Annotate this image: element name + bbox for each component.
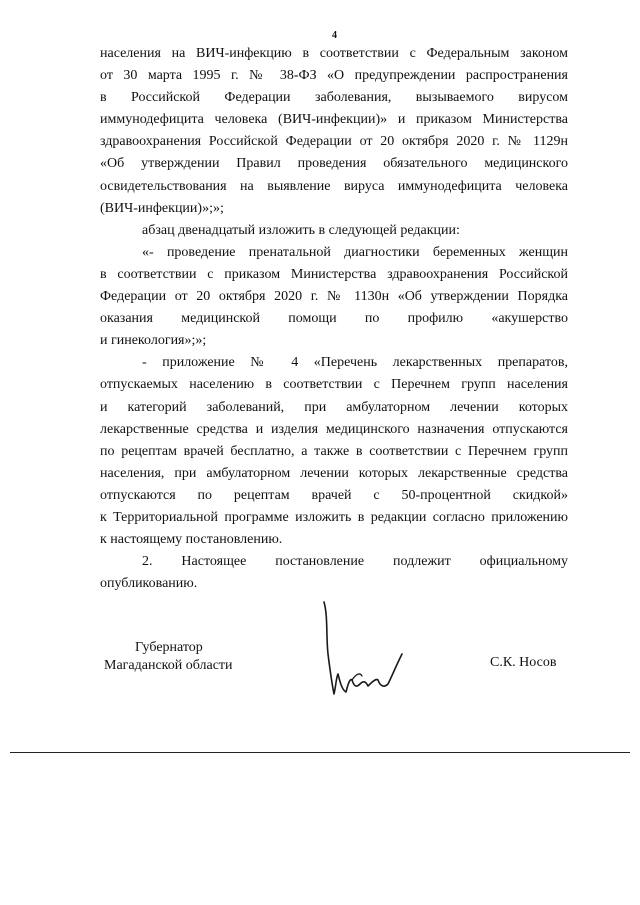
text-line: «Об утверждении Правил проведения обязательного медицинского [100,156,568,172]
text-line: «- проведение пренатальной диагностики беременных женщин [142,244,568,260]
text-line: к Территориальной программе изложить в редакции согласно приложению [100,509,568,525]
text-line: отпускаемых населению в соответствии с Перечнем групп населения [100,377,568,393]
text-line: в соответствии с приказом Министерства здравоохранения Российской [100,266,568,282]
text-line: и категорий заболеваний, при амбулаторном лечении которых [100,399,568,415]
text-line: - приложение № 4 «Перечень лекарственных препаратов, [142,355,568,371]
text-line: абзац двенадцатый изложить в следующей редакции: [142,222,460,238]
position-title-line: Магаданской области [104,658,233,673]
page-divider [10,752,630,753]
text-line: опубликованию. [100,576,198,592]
text-line: Федерации от 20 октября 2020 г. № 1130н «Об утверждении Порядка [100,289,568,305]
document-body [100,43,568,595]
text-line: отпускаются по рецептам врачей с 50-процентной скидкой» [100,487,568,503]
text-line: по рецептам врачей бесплатно, а также в соответствии с Перечнем групп [100,443,568,459]
text-line: населения, при амбулаторном лечении которых лекарственные средства [100,465,568,481]
signer-name: С.К. Носов [490,655,557,670]
text-line: населения на ВИЧ-инфекцию в соответствии с Федеральным законом [100,46,568,61]
text-line: 2. Настоящее постановление подлежит официальному [142,554,568,570]
text-line: (ВИЧ-инфекции)»;»; [100,200,224,216]
text-line: здравоохранения Российской Федерации от 20 октября 2020 г. № 1129н [100,134,568,150]
text-line: и гинекология»;»; [100,333,207,349]
handwritten-signature [312,596,412,706]
signatory-position [104,639,233,675]
text-line: от 30 марта 1995 г. № 38-ФЗ «О предупреждении распространения [100,68,568,84]
text-line: к настоящему постановлению. [100,532,283,548]
text-line: иммунодефицита человека (ВИЧ-инфекции)» и приказом Министерства [100,112,568,128]
text-line: освидетельствования на выявление вируса иммунодефицита человека [100,178,568,194]
page-number: 4 [332,30,337,41]
text-line: лекарственные средства и изделия медицинского назначения отпускаются [100,421,568,437]
position-title-line: Губернатор [135,640,203,655]
text-line: в Российской Федерации заболевания, вызываемого вирусом [100,90,568,106]
text-line: оказания медицинской помощи по профилю «акушерство [100,311,568,327]
